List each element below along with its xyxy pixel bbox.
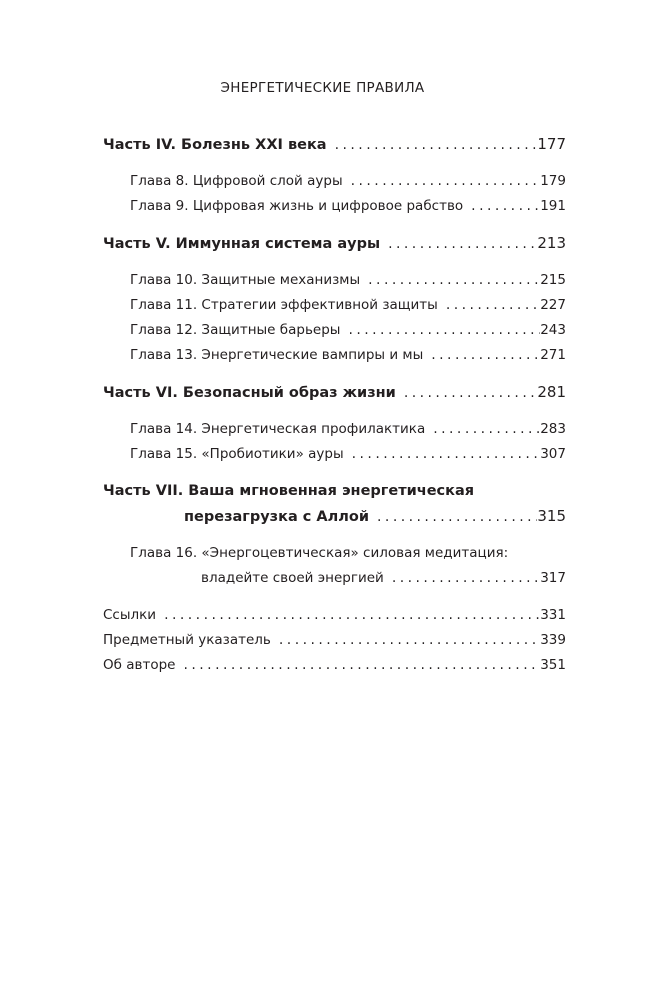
toc-entry-title: Глава 11. Стратегии эффективной защиты [130,297,438,313]
toc-page-number: 213 [537,234,566,252]
toc-entry-title: Глава 10. Защитные механизмы [130,272,361,288]
toc-page-number: 307 [540,446,566,462]
toc-part-5 [103,231,566,257]
toc-entry-title: Глава 14. Энергетическая профилактика [130,421,426,437]
running-head: ЭНЕРГЕТИЧЕСКИЕ ПРАВИЛА [220,80,425,96]
toc-leader-dots [175,653,540,678]
toc-chapter-14 [103,417,566,442]
toc-chapter-9 [103,194,566,219]
toc-part-4 [103,132,566,158]
toc-entry-title-line2: перезагрузка с Аллой [184,509,370,525]
toc-entry-title: Глава 12. Защитные барьеры [130,322,341,338]
toc-leader-dots [438,293,540,318]
toc-entry-title: Глава 13. Энергетические вампиры и мы [130,347,424,363]
toc-chapter-11 [103,293,566,318]
toc-page-number: 331 [540,607,566,623]
toc-part-7-continuation [103,504,566,530]
toc-entry-title: Ссылки [103,607,157,623]
toc-leader-dots [380,232,537,257]
toc-page-number: 177 [537,135,566,153]
toc-entry-title: Глава 15. «Пробиотики» ауры [130,446,344,462]
toc-page-number: 271 [540,347,566,363]
toc-page-number: 283 [540,421,566,437]
toc-chapter-12 [103,318,566,343]
toc-leader-dots [423,343,540,368]
toc-chapter-8 [103,169,566,194]
toc-chapter-10 [103,268,566,293]
toc-entry-title: Часть IV. Болезнь XXI века [103,137,327,153]
toc-leader-dots [156,603,540,628]
toc-leader-dots [327,133,538,158]
toc-page-number: 191 [540,198,566,214]
toc-entry-title-line1: Глава 16. «Энергоцевтическая» силовая медитация: [130,545,509,561]
toc-page-number: 215 [540,272,566,288]
toc-page-number: 351 [540,657,566,673]
toc-entry-title-line1: Часть VII. Ваша мгновенная энергетическая [103,483,475,499]
toc-page-number: 227 [540,297,566,313]
toc-part-6 [103,380,566,406]
toc-entry-title: Предметный указатель [103,632,271,648]
table-of-contents [103,132,566,678]
toc-entry-title: Глава 8. Цифровой слой ауры [130,173,343,189]
toc-subject-index [103,628,566,653]
toc-page-number: 315 [537,507,566,525]
toc-page-number: 281 [537,383,566,401]
toc-page-number: 317 [540,570,566,586]
toc-chapter-13 [103,343,566,368]
toc-leader-dots [463,194,540,219]
toc-leader-dots [384,566,540,591]
toc-page-number: 243 [540,322,566,338]
toc-entry-title: Глава 9. Цифровая жизнь и цифровое рабство [130,198,464,214]
toc-leader-dots [369,505,537,530]
toc-chapter-15 [103,442,566,467]
toc-part-7 [103,479,566,530]
toc-entry-title: Часть VI. Безопасный образ жизни [103,385,396,401]
toc-entry-title: Об авторе [103,657,176,673]
toc-about-author [103,653,566,678]
toc-leader-dots [343,169,541,194]
toc-page-number: 179 [540,173,566,189]
toc-references [103,603,566,628]
toc-page-number: 339 [540,632,566,648]
toc-leader-dots [396,381,538,406]
toc-chapter-16 [103,541,566,591]
toc-chapter-16-continuation [103,566,566,591]
toc-entry-title-line2: владейте своей энергией [201,570,384,586]
toc-leader-dots [340,318,540,343]
toc-entry-title: Часть V. Иммунная система ауры [103,236,381,252]
toc-leader-dots [271,628,540,653]
toc-leader-dots [425,417,540,442]
toc-leader-dots [344,442,541,467]
toc-leader-dots [360,268,540,293]
